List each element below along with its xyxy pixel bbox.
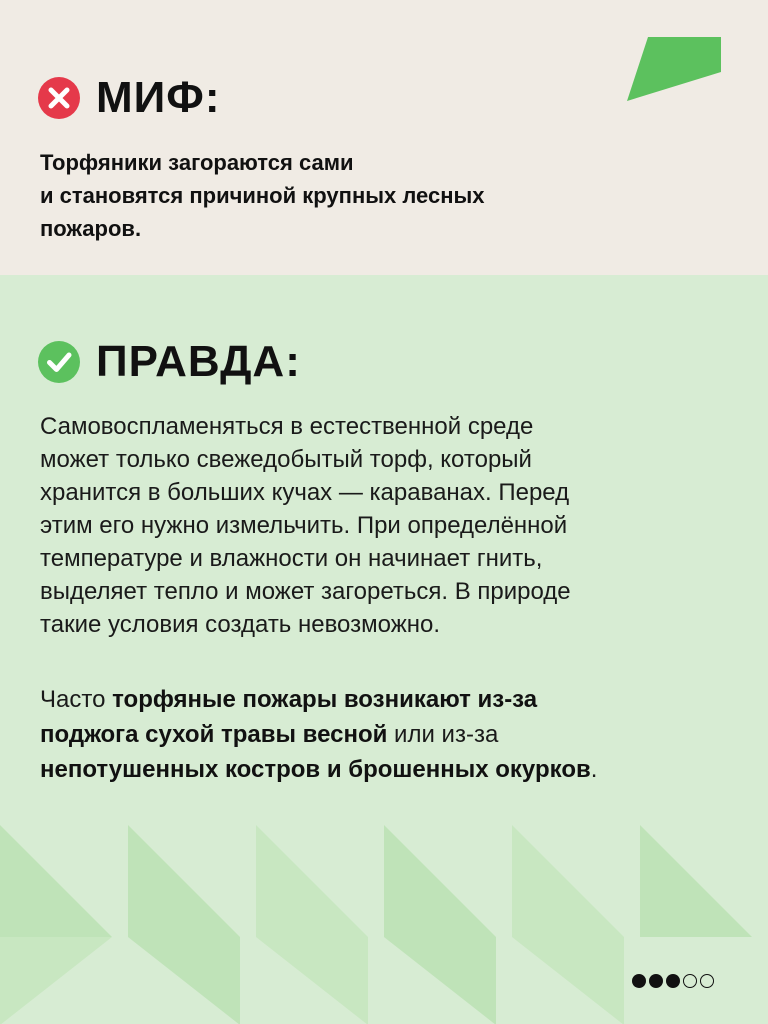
truth-line: температуре и влажности он начинает гнить, — [40, 545, 543, 572]
pagination-dot-5[interactable] — [700, 974, 714, 988]
cross-icon — [38, 77, 80, 119]
bold-segment: торфяные пожары возникают из-за — [112, 686, 538, 713]
pagination-dot-1[interactable] — [632, 974, 646, 988]
truth-section — [0, 275, 768, 1024]
text-segment: или из-за — [387, 721, 499, 748]
truth-line: Самовоспламеняться в естественной среде — [40, 413, 534, 440]
myth-statement — [40, 146, 660, 245]
pagination-dots — [632, 974, 714, 988]
triangle-pattern-decoration — [0, 825, 768, 1024]
myth-line: пожаров. — [40, 216, 142, 241]
pagination-dot-3[interactable] — [666, 974, 680, 988]
pagination-dot-2[interactable] — [649, 974, 663, 988]
myth-line: и становятся причиной крупных лесных — [40, 183, 485, 208]
green-parallelogram-decoration — [626, 36, 722, 102]
truth-heading — [38, 337, 301, 386]
bold-segment: непотушенных костров и брошенных окурков — [40, 756, 591, 783]
myth-heading — [38, 73, 221, 122]
text-segment: . — [590, 756, 598, 783]
truth-line: выделяет тепло и может загореться. В природе — [40, 578, 571, 605]
check-icon — [38, 341, 80, 383]
truth-paragraph-1 — [40, 410, 740, 641]
truth-line: хранится в больших кучах — караванах. Перед — [40, 479, 570, 506]
truth-line: может только свежедобытый торф, который — [40, 446, 532, 473]
truth-paragraph-2 — [40, 682, 740, 787]
truth-line: такие условия создать невозможно. — [40, 611, 441, 638]
pagination-dot-4[interactable] — [683, 974, 697, 988]
myth-line: Торфяники загораются сами — [40, 150, 354, 175]
bold-segment: поджога сухой травы весной — [40, 721, 388, 748]
truth-title: ПРАВДА: — [96, 337, 301, 386]
truth-line: этим его нужно измельчить. При определённой — [40, 512, 568, 539]
myth-title: МИФ: — [96, 73, 221, 122]
text-segment: Часто — [40, 686, 113, 713]
